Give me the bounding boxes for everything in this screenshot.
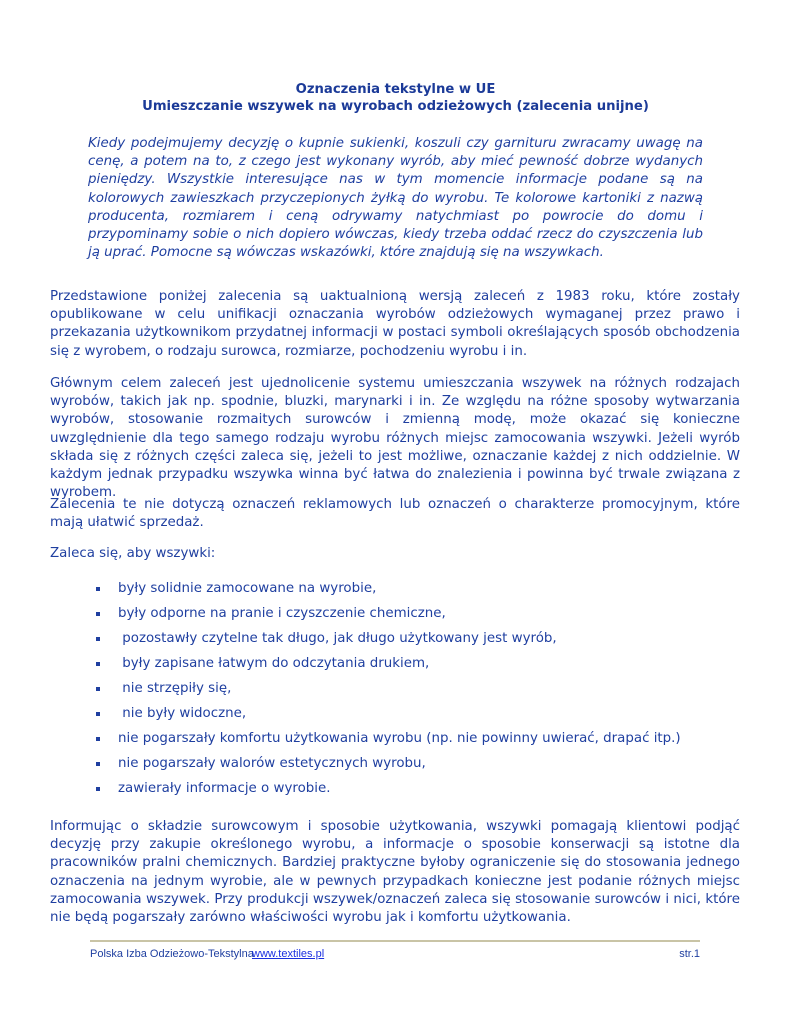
list-item-text: pozostawły czytelne tak długo, jak długo użytkowany jest wyrób, [118, 631, 557, 646]
bullet-icon [96, 762, 100, 766]
bullet-icon [96, 712, 100, 716]
list-item [96, 755, 681, 780]
bullet-icon [96, 637, 100, 641]
bullet-icon [96, 587, 100, 591]
bullet-icon [96, 662, 100, 666]
title-line-2: Umieszczanie wszywek na wyrobach odzieżowych (zalecenia unijne) [142, 99, 649, 114]
list-item [96, 780, 681, 805]
list-item-text: nie pogarszały walorów estetycznych wyrobu, [118, 756, 426, 771]
list-item [96, 580, 681, 605]
footer-divider [90, 940, 700, 942]
list-item-text: nie były widoczne, [118, 706, 247, 721]
list-item [96, 705, 681, 730]
footer-organization: Polska Izba Odzieżowo-Tekstylna [90, 948, 254, 960]
bullet-icon [96, 687, 100, 691]
bullet-icon [96, 612, 100, 616]
title-line-1: Oznaczenia tekstylne w UE [295, 82, 496, 97]
bullet-icon [96, 737, 100, 741]
closing-paragraph: Informując o składzie surowcowym i sposobie użytkowania, wszywki pomagają klientowi podjąć decyzję przy zakupie określonego wyrobu, a informacje o sposobie konserwacji są istotne dla pracowników pralni chemicznych. Bardziej praktyczne byłoby ograniczenie się do stosowania jednego oznaczenia na jednym wyrobie, ale w pewnych przypadkach konieczne jest podanie różnych miejsc zamocowania wszywek. Przy produkcji wszywek/oznaczeń zaleca się stosowanie surowców i nici, które nie będą pogarszały zarówno właściwości wyrobu jak i komfortu użytkowania. [50, 819, 740, 926]
list-item [96, 730, 681, 755]
intro-paragraph: Kiedy podejmujemy decyzję o kupnie sukienki, koszuli czy garnituru zwracamy uwagę na cenę, a potem na to, z czego jest wykonany wyrób, aby mieć pewność dobrze wydanych pieniędzy. Wszystkie interesujące nas w tym momencie informacje podane są na kolorowych zawieszkach przyczepionych żyłką do wyrobu. Te kolorowe kartoniki z nazwą producenta, rozmiarem i ceną odrywamy natychmiast po powrocie do domu i przypominamy sobie o nich dopiero wówczas, kiedy trzeba oddać rzecz do czyszczenia lub ją uprać. Pomocne są wówczas wskazówki, które znajdują się na wszywkach. [88, 136, 703, 261]
list-item [96, 630, 681, 655]
list-item-text: zawierały informacje o wyrobie. [118, 781, 331, 796]
list-item [96, 680, 681, 705]
list-item [96, 605, 681, 630]
bullet-icon [96, 787, 100, 791]
page-number: str.1 [679, 948, 700, 960]
list-item-text: były solidnie zamocowane na wyrobie, [118, 581, 377, 596]
list-item-text: nie pogarszały komfortu użytkowania wyrobu (np. nie powinny uwierać, drapać itp.) [118, 731, 681, 746]
paragraph-1: Przedstawione poniżej zalecenia są uaktualnioną wersją zaleceń z 1983 roku, które zostały opublikowane w celu unifikacji oznaczania wyrobów odzieżowych wymaganej przez prawo i przekazania użytkownikom przydatnej informacji w postaci symboli określających sposób obchodzenia się z wyrobem, o rodzaju surowca, rozmiarze, pochodzeniu wyrobu i in. [50, 289, 740, 359]
paragraph-2: Głównym celem zaleceń jest ujednolicenie systemu umieszczania wszywek na różnych rodzajach wyrobów, takich jak np. spodnie, bluzki, marynarki i in. Ze względu na różne sposoby wytwarzania wyrobów, stosowanie rozmaitych surowców i zmienną modę, może okazać się konieczne uwzględnienie dla tego samego rodzaju wyrobu różnych miejsc zamocowania wszywki. Jeżeli wyrób składa się z różnych części zaleca się, jeżeli to jest możliwe, oznaczanie każdej z nich oddzielnie. W każdym jednak przypadku wszywka winna być łatwa do znalezienia i powinna być trwale związana z wyrobem. [50, 376, 740, 501]
list-item [96, 655, 681, 680]
footer-website-link[interactable]: www.textiles.pl [252, 948, 325, 960]
paragraph-3: Zalecenia te nie dotyczą oznaczeń reklamowych lub oznaczeń o charakterze promocyjnym, które mają ułatwić sprzedaż. [50, 497, 740, 531]
recommendation-list [96, 580, 681, 805]
list-item-text: nie strzępiły się, [118, 681, 232, 696]
list-item-text: były zapisane łatwym do odczytania drukiem, [118, 656, 430, 671]
document-title [40, 81, 751, 115]
list-item-text: były odporne na pranie i czyszczenie chemiczne, [118, 606, 446, 621]
paragraph-4: Zaleca się, aby wszywki: [50, 546, 216, 561]
